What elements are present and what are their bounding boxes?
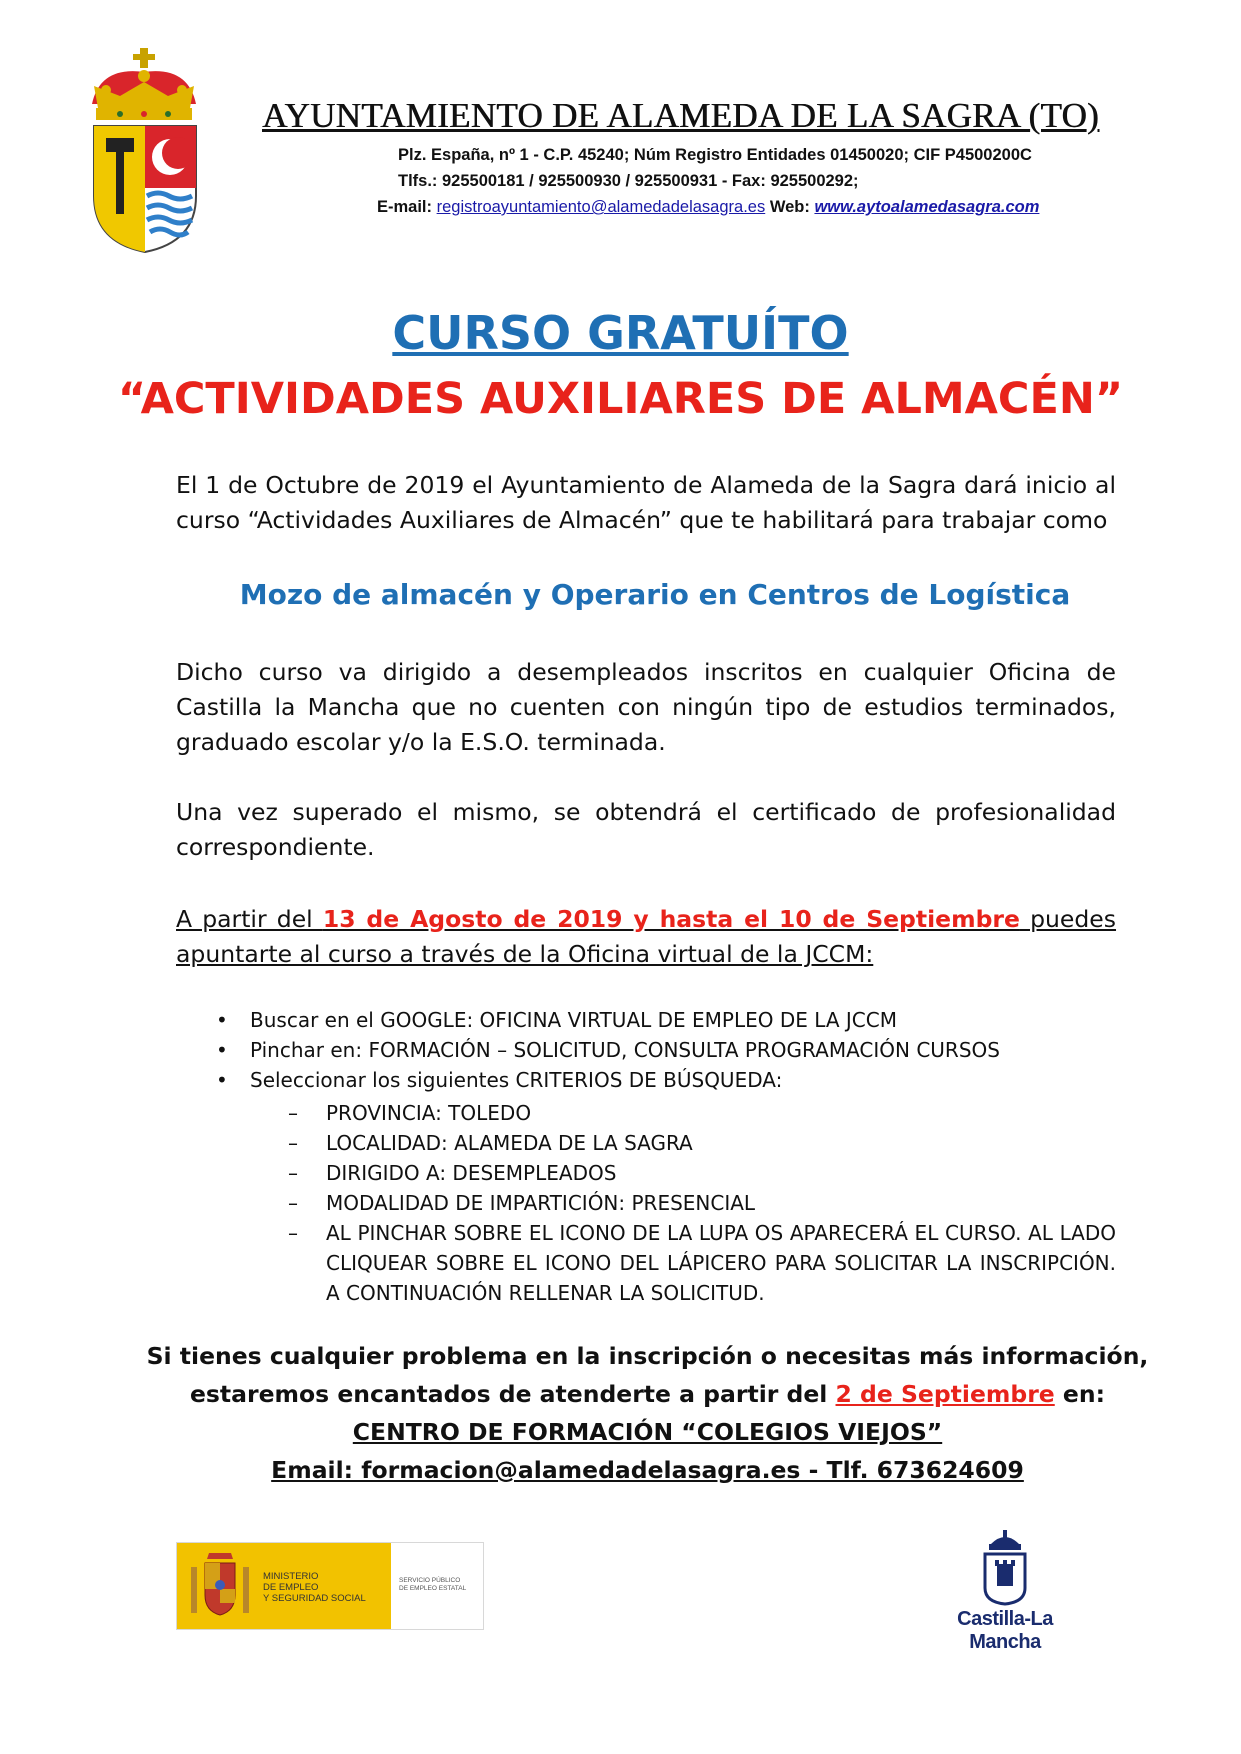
steps-list — [212, 1005, 1112, 1095]
criteria-list — [286, 1098, 1116, 1308]
training-center-name: CENTRO DE FORMACIÓN “COLEGIOS VIEJOS” — [352, 1418, 943, 1446]
ministry-line: Y SEGURIDAD SOCIAL — [263, 1593, 366, 1604]
job-title-heading: Mozo de almacén y Operario en Centros de Logística — [239, 578, 1071, 611]
castle-emblem-icon — [975, 1530, 1035, 1606]
help-date: 2 de Septiembre — [835, 1380, 1055, 1408]
help-prefix: estaremos encantados de atenderte a partir del — [189, 1380, 836, 1408]
spain-coat-of-arms-icon — [185, 1549, 255, 1623]
contact-line — [377, 198, 1039, 217]
ministry-logo-block — [177, 1543, 391, 1629]
list-item: • Pinchar en: FORMACIÓN – SOLICITUD, CONSULTA PROGRAMACIÓN CURSOS — [212, 1035, 1112, 1065]
dates-prefix: A partir del — [176, 905, 323, 933]
dates-highlight: 13 de Agosto de 2019 y hasta el 10 de Septiembre — [322, 905, 1020, 933]
certification-paragraph: Una vez superado el mismo, se obtendrá el certificado de profesionalidad correspondiente. — [176, 798, 1116, 861]
dates-paragraph — [176, 902, 1116, 972]
sepe-line: DE EMPLEO ESTATAL — [399, 1585, 467, 1592]
training-center — [0, 1418, 1241, 1446]
ministry-text — [263, 1571, 366, 1604]
list-item: – DIRIGIDO A: DESEMPLEADOS — [286, 1158, 1116, 1188]
ministry-line: DE EMPLEO — [263, 1582, 319, 1593]
ministry-line: MINISTERIO — [263, 1571, 319, 1582]
course-type-text: CURSO GRATUÍTO — [392, 306, 849, 360]
email-label: E-mail: — [377, 198, 433, 216]
target-paragraph: Dicho curso va dirigido a desempleados inscritos en cualquier Oficina de Castilla la Mancha que no cuenten con ningún tipo de estudios terminados, graduado escolar y/o la E.S.O. terminada. — [176, 658, 1116, 756]
help-line-1: Si tienes cualquier problema en la inscripción o necesitas más información, — [146, 1342, 1149, 1370]
list-item: – AL PINCHAR SOBRE EL ICONO DE LA LUPA OS APARECERÁ EL CURSO. AL LADO CLIQUEAR SOBRE EL ICONO DEL LÁPICERO PARA SOLICITAR LA INSCRIPCIÓN. A CONTINUACIÓN RELLENAR LA SOLICITUD. — [286, 1218, 1116, 1308]
address-line: Plz. España, nº 1 - C.P. 45240; Núm Registro Entidades 01450020; CIF P4500200C — [398, 146, 1032, 164]
castilla-la-mancha-logo — [920, 1530, 1090, 1653]
contact-email-phone — [0, 1456, 1241, 1484]
web-label: Web: — [769, 198, 810, 216]
organization-title: AYUNTAMIENTO DE ALAMEDA DE LA SAGRA (TO) — [262, 96, 1099, 135]
list-item: – PROVINCIA: TOLEDO — [286, 1098, 1116, 1128]
ministry-logo — [176, 1542, 484, 1630]
course-name-heading: “ACTIVIDADES AUXILIARES DE ALMACÉN” — [117, 374, 1124, 424]
castilla-la-mancha-text: Castilla-La Mancha — [957, 1608, 1053, 1653]
contact-email-phone-text: Email: formacion@alamedadelasagra.es - Tlf. 673624609 — [271, 1456, 1024, 1484]
course-type-heading — [0, 306, 1241, 360]
sepe-line: SERVICIO PÚBLICO — [399, 1577, 461, 1584]
dates-suffix: puedes apuntarte al curso a través de la Oficina virtual de la JCCM: — [176, 905, 1117, 968]
list-item: • Seleccionar los siguientes CRITERIOS DE BÚSQUEDA: — [212, 1065, 1112, 1095]
help-suffix: en: — [1054, 1380, 1105, 1408]
municipal-crest-icon — [80, 46, 210, 256]
sepe-text — [399, 1577, 466, 1593]
phone-line: Tlfs.: 925500181 / 925500930 / 925500931 - Fax: 925500292; — [398, 172, 859, 190]
web-link[interactable]: www.aytoalamedasagra.com — [814, 198, 1040, 216]
help-line-2 — [0, 1380, 1241, 1408]
list-item: • Buscar en el GOOGLE: OFICINA VIRTUAL DE EMPLEO DE LA JCCM — [212, 1005, 1112, 1035]
intro-paragraph: El 1 de Octubre de 2019 el Ayuntamiento de Alameda de la Sagra dará inicio al curso “Actividades Auxiliares de Almacén” que te habilitará para trabajar como — [176, 471, 1116, 534]
list-item: – LOCALIDAD: ALAMEDA DE LA SAGRA — [286, 1128, 1116, 1158]
list-item: – MODALIDAD DE IMPARTICIÓN: PRESENCIAL — [286, 1188, 1116, 1218]
email-link[interactable]: registroayuntamiento@alamedadelasagra.es — [436, 198, 766, 216]
